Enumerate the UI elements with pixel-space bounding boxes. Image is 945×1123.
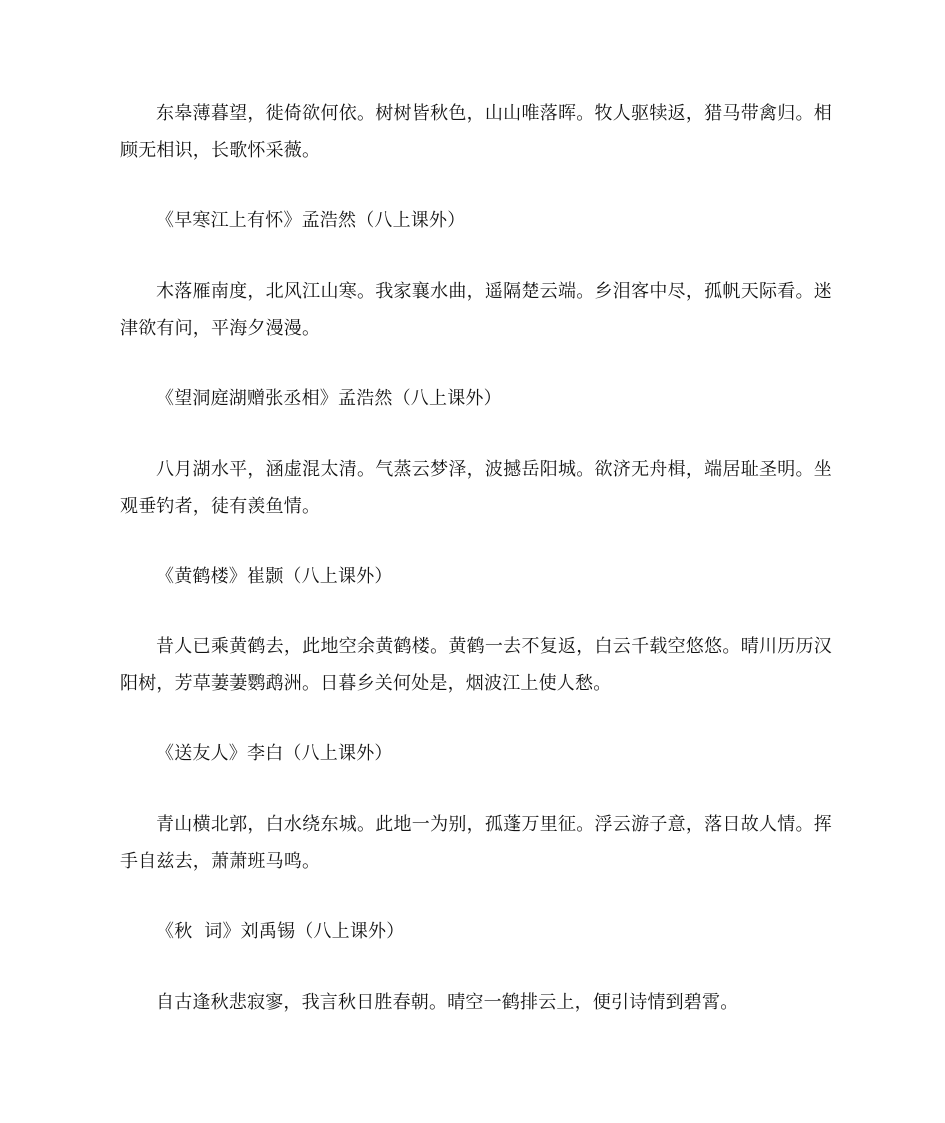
poem-paragraph-6 — [120, 984, 832, 1021]
poem-paragraph-5 — [120, 806, 832, 880]
poem-title-1 — [120, 202, 832, 239]
poem-title-text: 《黄鹤楼》崔颢（八上课外） — [156, 566, 393, 587]
poem-text: 木落雁南度，北风江山寒。我家襄水曲，遥隔楚云端。乡泪客中尽，孤帆天际看。迷津欲有问，平海夕漫漫。 — [120, 281, 832, 339]
poem-title-4 — [120, 735, 832, 772]
poem-text: 东皋薄暮望，徙倚欲何依。树树皆秋色，山山唯落晖。牧人驱犊返，猎马带禽归。相顾无相识，长歌怀采薇。 — [120, 103, 832, 161]
poem-text: 自古逢秋悲寂寥，我言秋日胜春朝。晴空一鹤排云上，便引诗情到碧霄。 — [156, 992, 739, 1013]
poem-text: 昔人已乘黄鹤去，此地空余黄鹤楼。黄鹤一去不复返，白云千载空悠悠。晴川历历汉阳树，芳草萋萋鹦鹉洲。日暮乡关何处是，烟波江上使人愁。 — [120, 636, 832, 694]
poem-paragraph-1 — [120, 95, 832, 169]
poem-paragraph-2 — [120, 273, 832, 347]
poem-title-text: 《送友人》李白（八上课外） — [156, 743, 393, 764]
poem-text: 八月湖水平，涵虚混太清。气蒸云梦泽，波撼岳阳城。欲济无舟楫，端居耻圣明。坐观垂钓者，徒有羡鱼情。 — [120, 459, 832, 517]
poem-paragraph-3 — [120, 451, 832, 525]
poem-title-text: 《望洞庭湖赠张丞相》孟浩然（八上课外） — [156, 388, 502, 409]
poem-title-text: 《秋 词》刘禹锡（八上课外） — [156, 921, 405, 942]
poem-title-text: 《早寒江上有怀》孟浩然（八上课外） — [156, 210, 466, 231]
poem-title-2 — [120, 380, 832, 417]
poem-title-3 — [120, 558, 832, 595]
poem-title-5 — [120, 913, 832, 950]
poem-text: 青山横北郭，白水绕东城。此地一为别，孤蓬万里征。浮云游子意，落日故人情。挥手自兹去，萧萧班马鸣。 — [120, 814, 832, 872]
poem-paragraph-4 — [120, 628, 832, 702]
